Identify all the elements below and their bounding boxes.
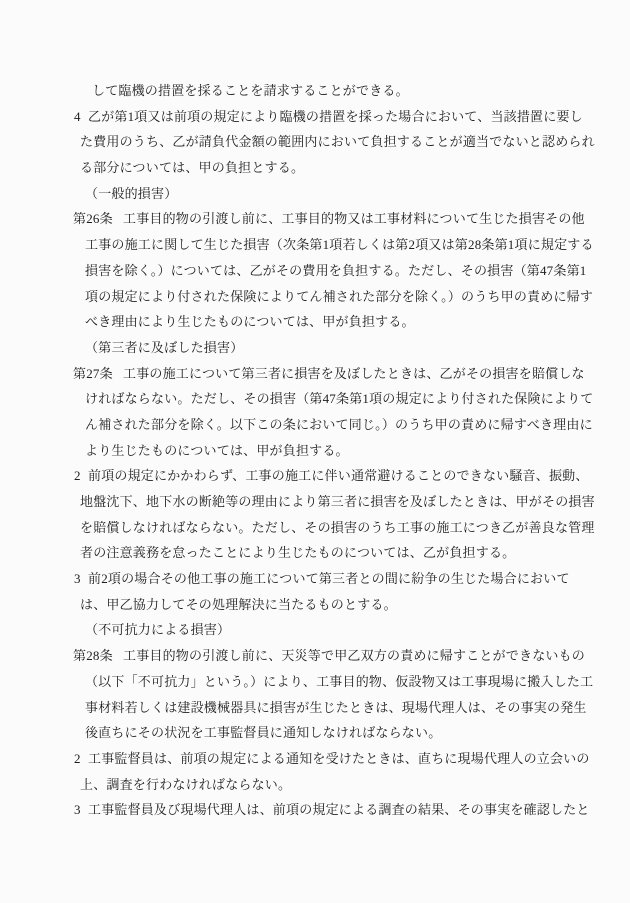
article-number: 第27条: [73, 365, 113, 381]
line-text: 工事目的物の引渡し前に、天災等で甲乙双方の責めに帰すことができないもの: [123, 648, 586, 664]
line-text: 上、調査を行わなければならない。: [80, 776, 292, 792]
line-text: 前2項の場合その他工事の施工について第三者との間に紛争の生じた場合において: [88, 571, 570, 587]
line-text: 項の規定により付された保険によりてん補された部分を除く。）のうち甲の責めに帰す: [85, 288, 594, 304]
clause-line: [73, 104, 583, 130]
paragraph-number: 2: [74, 468, 81, 484]
line-text: して臨機の措置を採ることを請求することができる。: [92, 83, 409, 98]
text-line: [73, 232, 594, 258]
paragraph-number: 3: [74, 802, 81, 818]
line-text: （一般的損害）: [85, 185, 178, 201]
clause-line: [73, 566, 570, 592]
line-text: 工事の施工に関して生じた損害（次条第1項若しくは第2項又は第28条第1項に規定する: [85, 237, 594, 253]
text-line: [73, 772, 563, 798]
line-text: 工事監督員は、前項の規定による通知を受けたときは、直ちに現場代理人の立会いの: [88, 750, 590, 766]
text-line: [73, 515, 595, 541]
line-text: を賠償しなければならない。ただし、その損害のうち工事の施工につき乙が善良な管理: [80, 519, 595, 535]
article-number: 第28条: [73, 648, 113, 664]
clause-line: [73, 746, 590, 772]
line-text: 乙が第1項又は前項の規定により臨機の措置を採った場合において、当該措置に要し: [88, 108, 583, 124]
text-line: [73, 386, 594, 412]
section-caption: [73, 335, 563, 361]
text-line: [73, 438, 563, 464]
text-line: [73, 258, 587, 284]
line-text: より生じたものについては、甲が負担する。: [85, 442, 349, 458]
line-text: ん補された部分を除く。以下この条において同じ。）のうち甲の責めに帰すべき理由に: [85, 416, 593, 432]
clause-line: [73, 797, 590, 823]
section-caption: [73, 617, 563, 643]
line-text: 後直ちにその状況を工事監督員に通知しなければならない。: [85, 725, 442, 741]
text-line: [73, 412, 593, 438]
line-text: は、甲乙協力してその処理解決に当たるものとする。: [80, 596, 397, 612]
text-line: [73, 78, 563, 104]
article-number: 第26条: [73, 211, 113, 227]
text-line: [73, 284, 594, 310]
text-line: [73, 155, 563, 181]
text-line: [73, 720, 563, 746]
paragraph-number: 2: [74, 750, 81, 766]
line-text: （以下「不可抗力」という。）により、工事目的物、仮設物又は工事現場に搬入した工: [85, 673, 594, 689]
text-line: [73, 309, 563, 335]
text-line: [73, 695, 587, 721]
line-text: 者の注意義務を怠ったことにより生じたものについては、乙が負担する。: [80, 545, 516, 561]
line-text: る部分については、甲の負担とする。: [80, 160, 305, 176]
line-text: （第三者に及ぼした損害）: [85, 339, 244, 355]
line-text: 地盤沈下、地下水の断絶等の理由により第三者に損害を及ぼしたときは、甲がその損害: [80, 494, 595, 509]
section-caption: [73, 181, 563, 207]
line-text: た費用のうち、乙が請負代金額の範囲内において負担することが適当でないと認められ: [80, 134, 595, 150]
paragraph-number: 3: [74, 571, 81, 587]
line-text: 工事の施工について第三者に損害を及ぼしたときは、乙がその損害を賠償しな: [123, 365, 585, 381]
clause-line: [73, 463, 589, 489]
text-line: [73, 489, 595, 515]
line-text: 前項の規定にかかわらず、工事の施工に伴い通常避けることのできない騒音、振動、: [88, 468, 589, 484]
document-text-block: [73, 78, 595, 823]
line-text: 損害を除く。）については、乙がその費用を負担する。ただし、その損害（第47条第1: [85, 262, 587, 278]
line-text: （不可抗力による損害）: [85, 622, 231, 638]
text-line: [73, 669, 594, 695]
line-text: 事材料若しくは建設機械器具に損害が生じたときは、現場代理人は、その事実の発生: [85, 699, 587, 715]
text-line: [73, 592, 563, 618]
text-line: [73, 540, 563, 566]
line-text: 工事監督員及び現場代理人は、前項の規定による調査の結果、その事実を確認したと: [88, 802, 590, 818]
line-text: ければならない。ただし、その損害（第47条第1項の規定により付された保険によりて: [85, 391, 594, 407]
article-heading-line: [73, 643, 586, 669]
article-heading-line: [73, 206, 585, 232]
paragraph-number: 4: [74, 108, 81, 124]
text-line: [73, 129, 595, 155]
line-text: 工事目的物の引渡し前に、工事目的物又は工事材料について生じた損害その他: [123, 211, 585, 227]
line-text: べき理由により生じたものについては、甲が負担する。: [85, 314, 415, 330]
article-heading-line: [73, 361, 585, 387]
